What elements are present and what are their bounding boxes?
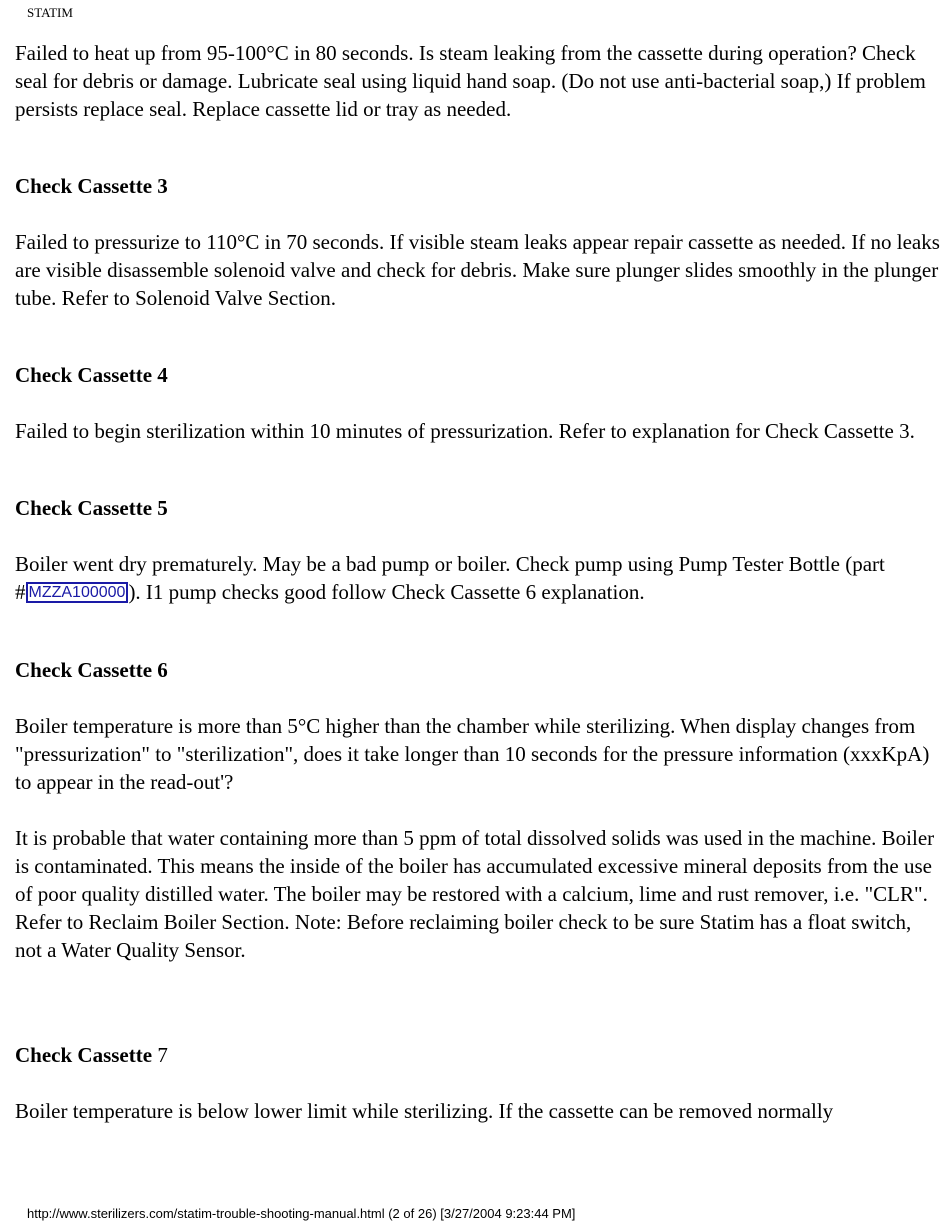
check-cassette-3-text: Failed to pressurize to 110°C in 70 seconds. If visible steam leaks appear repair cassette as needed. If no leaks are visible disassemble solenoid valve and check for debris. Make sure plunger slides smoothly in the plunger tube. Refer to Solenoid Valve Section. [15, 230, 940, 310]
check-cassette-5-text-before: Boiler went dry prematurely. May be a bad pump or boiler. Check pump using Pump Tester Bottle (part # [15, 552, 885, 604]
check-cassette-7-heading [15, 1041, 940, 1069]
check-cassette-4-text: Failed to begin sterilization within 10 minutes of pressurization. Refer to explanation for Check Cassette 3. [15, 419, 915, 443]
check-cassette-6-text-1: Boiler temperature is more than 5°C higher than the chamber while sterilizing. When display changes from "pressurization" to "sterilization", does it take longer than 10 seconds for the pressure information (xxxKpA) to appear in the read-out'? [15, 714, 930, 794]
intro-paragraph: Failed to heat up from 95-100°C in 80 seconds. Is steam leaking from the cassette during operation? Check seal for debris or damage. Lubricate seal using liquid hand soap. (Do not use anti-bacterial soap,) If problem persists replace seal. Replace cassette lid or tray as needed. [15, 41, 926, 121]
check-cassette-3-heading: Check Cassette 3 [15, 174, 168, 198]
check-cassette-7-heading-number: 7 [157, 1043, 168, 1067]
check-cassette-5-text [15, 550, 940, 607]
check-cassette-7-heading-label: Check Cassette [15, 1043, 153, 1067]
part-number-link[interactable]: MZZA100000 [26, 582, 129, 603]
check-cassette-5-heading: Check Cassette 5 [15, 496, 168, 520]
page-footer-url: http://www.sterilizers.com/statim-trouble-shooting-manual.html (2 of 26) [3/27/2004 9:23:44 PM] [27, 1206, 576, 1221]
check-cassette-5-text-after: ). I1 pump checks good follow Check Cassette 6 explanation. [128, 580, 645, 604]
document-header-title: STATIM [27, 5, 73, 20]
check-cassette-7-text: Boiler temperature is below lower limit while sterilizing. If the cassette can be removed normally [15, 1099, 834, 1123]
check-cassette-4-heading: Check Cassette 4 [15, 363, 168, 387]
check-cassette-6-text-2: It is probable that water containing more than 5 ppm of total dissolved solids was used in the machine. Boiler is contaminated. This means the inside of the boiler has accumulated excessive mineral deposits from the use of poor quality distilled water. The boiler may be restored with a calcium, lime and rust remover, i.e. "CLR". Refer to Reclaim Boiler Section. Note: Before reclaiming boiler check to be sure Statim has a float switch, not a Water Quality Sensor. [15, 826, 935, 962]
document-body [15, 39, 940, 1125]
check-cassette-6-heading: Check Cassette 6 [15, 658, 168, 682]
